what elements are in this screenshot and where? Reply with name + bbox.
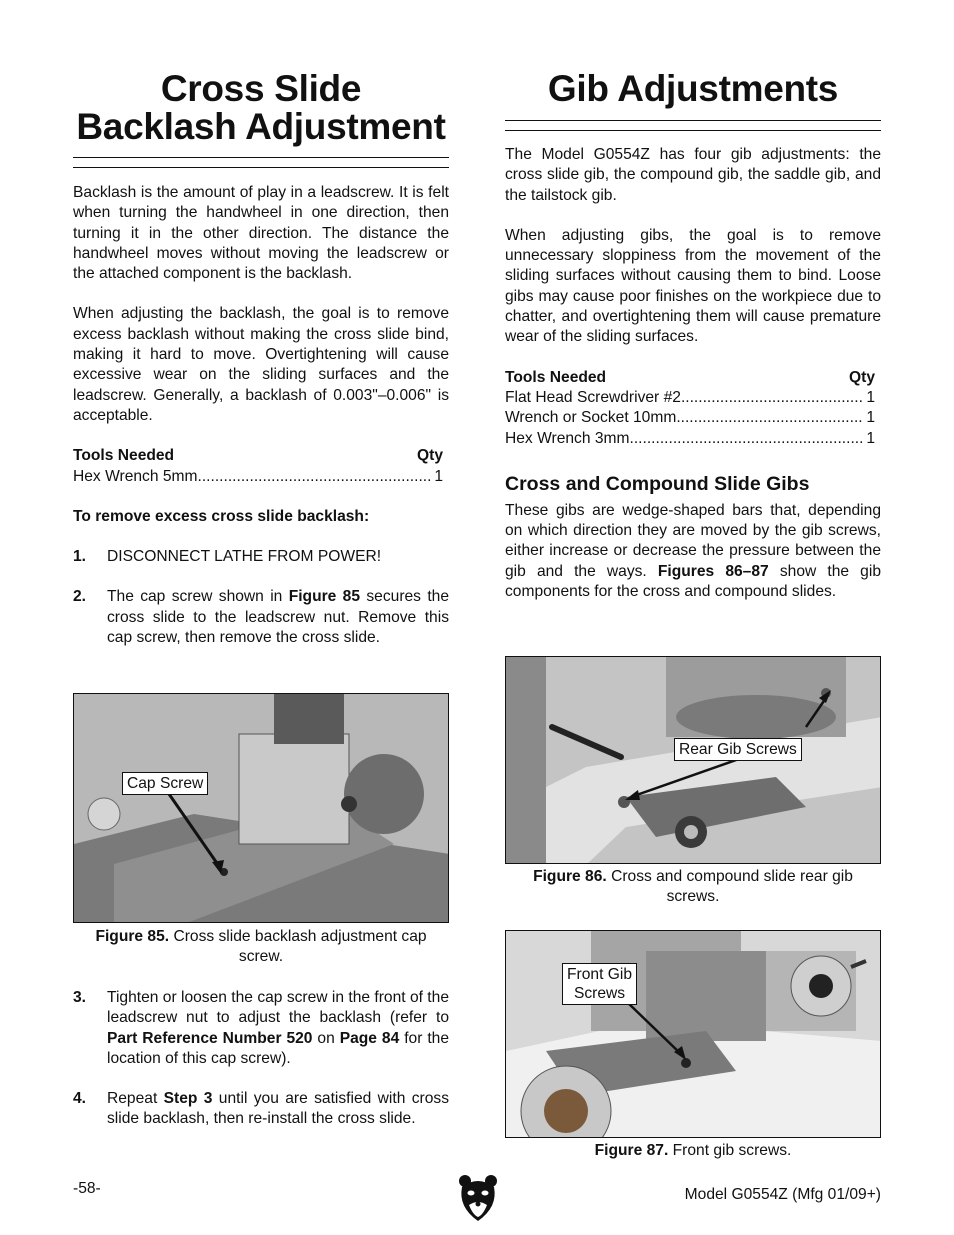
right-title-rule-top — [505, 120, 881, 121]
left-tools-table — [73, 446, 443, 487]
right-title-wrap — [505, 70, 881, 108]
left-body — [73, 183, 449, 648]
figure-87-caption: Figure 87. Front gib screws. — [594, 1142, 792, 1159]
tool-row: Hex Wrench 5mm ..... 1 — [73, 467, 443, 487]
step-1: 1. DISCONNECT LATHE FROM POWER! — [73, 548, 382, 566]
part-reference: Part Reference Number 520 — [107, 1029, 313, 1047]
left-goal-paragraph: When adjusting the backlash, the goal is to remove excess backlash without making the cross slide bind, making it hard to move. Overtightening will cause excessive wear on the sliding surfaces and the leadscrew. Generally, a backlash of 0.003"–0.006" is acceptable. — [73, 305, 449, 424]
tools-needed-header: Tools Needed — [73, 447, 175, 465]
step-3-reference: Step 3 — [163, 1090, 213, 1108]
left-title-line2: Backlash Adjustment — [76, 106, 446, 147]
left-title-rule-top — [73, 157, 449, 158]
right-tools-table — [505, 368, 875, 449]
right-intro-paragraph: The Model G0554Z has four gib adjustments: the cross slide gib, the compound gib, the saddle gib, and the tailstock gib. — [505, 146, 881, 204]
bear-logo-icon — [458, 1173, 498, 1223]
left-title-line1: Cross Slide — [160, 68, 362, 109]
figures-reference: Figures 86–87 — [657, 562, 769, 580]
qty-header: Qty — [417, 447, 443, 465]
left-title-rule-bottom — [73, 167, 449, 168]
figure-85-reference: Figure 85 — [288, 588, 361, 606]
tool-row: Wrench or Socket 10mm ..... 1 — [505, 408, 875, 428]
procedure-heading: To remove excess cross slide backlash: — [73, 507, 370, 525]
page-number: -58- — [73, 1180, 101, 1197]
left-steps-continued — [73, 988, 449, 1130]
right-goal-paragraph: When adjusting gibs, the goal is to remove unnecessary sloppiness from the movement of the sliding surfaces without causing them to bind. Loose gibs may cause poor finishes on the workpiece due to chatter, and overtightening them will cause premature wear of the sliding surfaces. — [505, 226, 881, 346]
right-body — [505, 145, 881, 602]
right-title-rule-bottom — [505, 130, 881, 131]
model-footer: Model G0554Z (Mfg 01/09+) — [684, 1186, 881, 1203]
front-gib-screws-callout: Front Gib Screws — [562, 963, 637, 1005]
left-intro-paragraph: Backlash is the amount of play in a leadscrew. It is felt when turning the handwheel in one direction, then turning it in the other direction. The distance the handwheel moves without moving the leadscrew or the attached component is the backlash. — [73, 184, 449, 283]
left-title — [73, 70, 449, 146]
figure-87-photo — [505, 930, 881, 1138]
rear-gib-screws-callout: Rear Gib Screws — [674, 738, 802, 761]
tool-row: Flat Head Screwdriver #2 ..... 1 — [505, 388, 875, 408]
gibs-paragraph: These gibs are wedge-shaped bars that, depending on which direction they are moved by the gib screws, either increase or decrease the pressure between the gib and the ways. Figures 86–87 show the gib components for the cross and compound slides. — [505, 501, 881, 601]
figure-86-photo — [505, 656, 881, 864]
figure-85-photo — [73, 693, 449, 923]
qty-header: Qty — [849, 368, 875, 386]
figure-85-caption: Figure 85. Cross slide backlash adjustment cap screw. — [95, 928, 427, 965]
step-3: 3. Tighten or loosen the cap screw in the front of the leadscrew nut to adjust the backlash (refer to Part Reference Number 520 on Page 84 for the location of this cap screw). — [73, 989, 450, 1067]
section-subheading: Cross and Compound Slide Gibs — [505, 472, 810, 495]
step-2: 2. The cap screw shown in Figure 85 secures the cross slide to the leadscrew nut. Remove this cap screw, then remove the cross slide. — [73, 588, 450, 647]
right-title: Gib Adjustments — [547, 68, 839, 109]
tool-row: Hex Wrench 3mm ..... 1 — [505, 429, 875, 449]
cap-screw-callout: Cap Screw — [122, 772, 208, 795]
cross-slide-photo — [74, 694, 449, 923]
figure-86-caption: Figure 86. Cross and compound slide rear gib screws. — [533, 868, 853, 905]
step-4: 4. Repeat Step 3 until you are satisfied with cross slide backlash, then re-install the cross slide. — [73, 1090, 449, 1128]
tools-needed-header: Tools Needed — [505, 368, 607, 386]
page-reference: Page 84 — [339, 1029, 400, 1047]
